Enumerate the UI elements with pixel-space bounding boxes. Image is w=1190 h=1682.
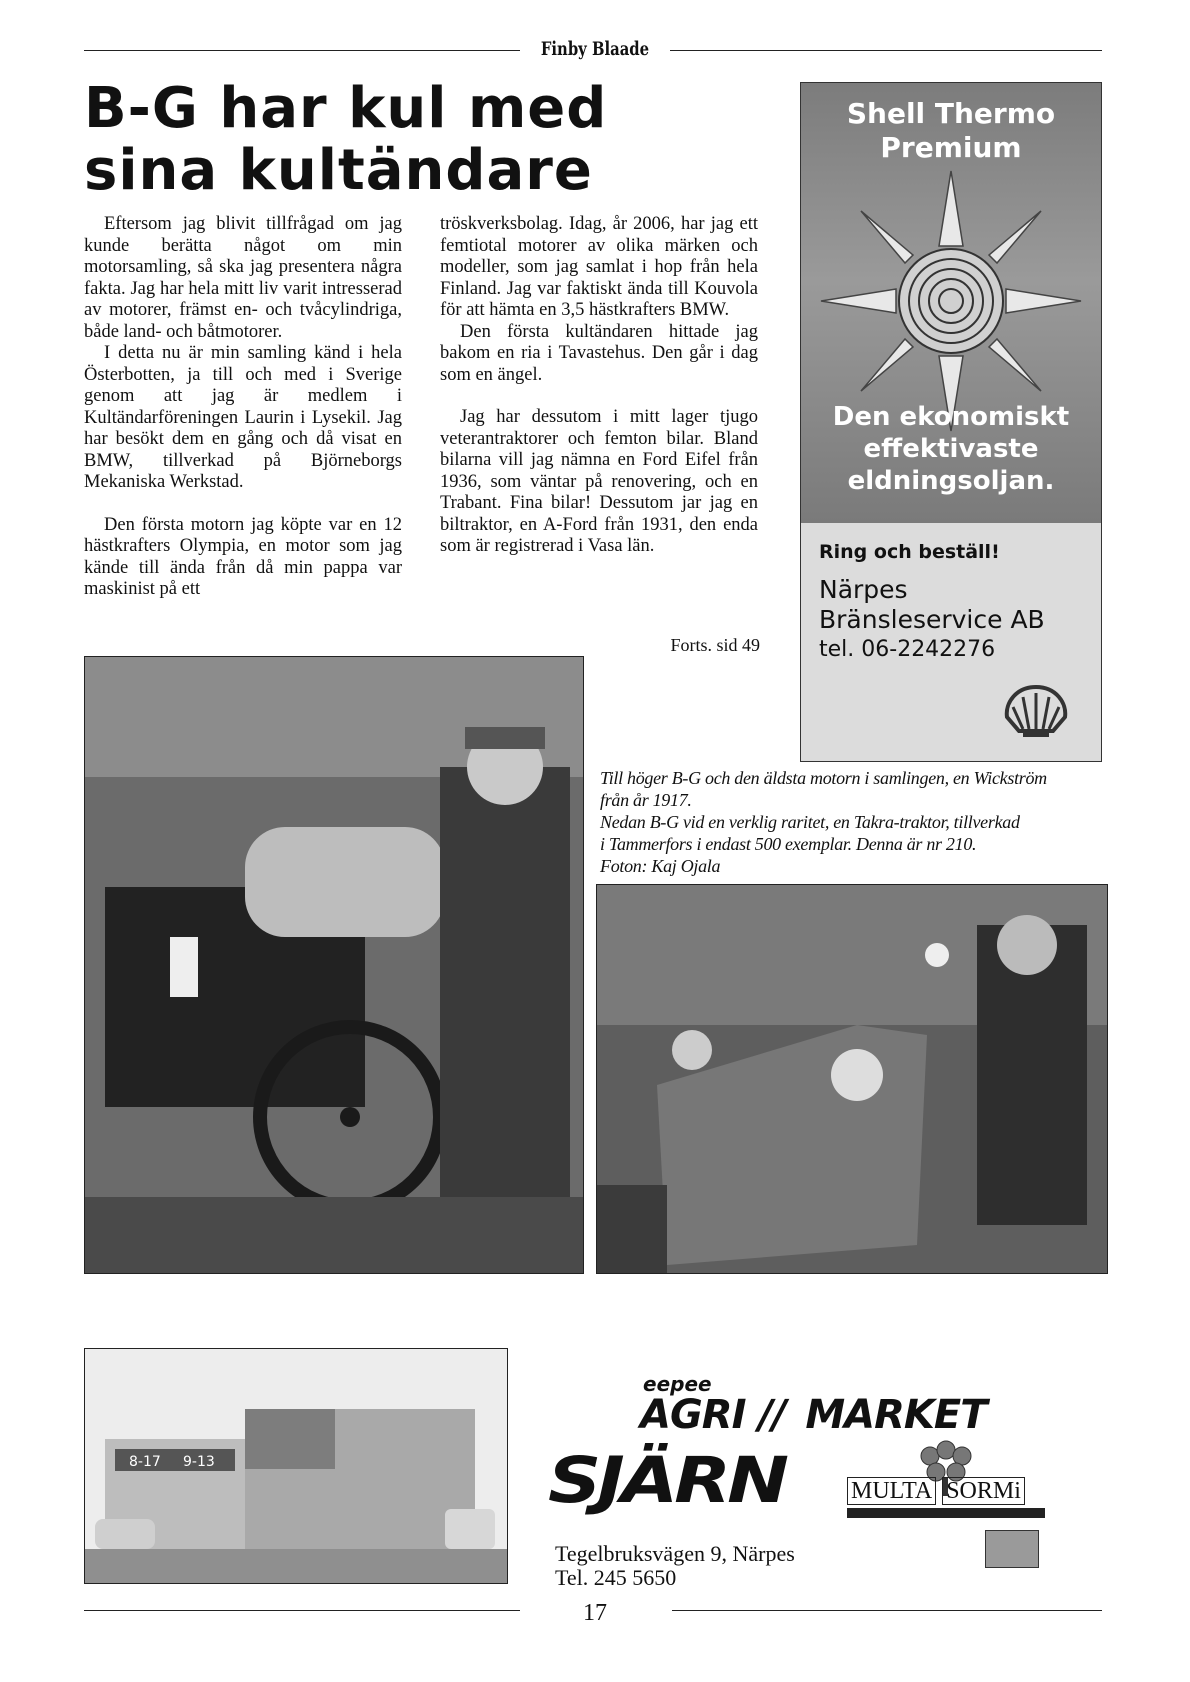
ad-top-panel [801,83,1101,523]
footer-rule-left [84,1610,520,1611]
article-paragraph: I detta nu är min samling känd i hela Österbotten, ja till och med i Sverige genom att jag är medlem i Kultändarföreningen Laurin i Lysekil. Jag har besökt dem en gång och då visat en BMW, tillverkad på Björneborgs Mekaniska Werkstad. [84,343,402,492]
article-paragraph: Jag har dessutom i mitt lager tjugo veterantraktorer och femton bilar. Bland bilarna vill jag nämna en Ford Eifel från 1936, som väntar på renovering, och en Trabant. Fina bilar! Dessutom jar jag en biltraktor, en A-Ford från 1931, den enda som är registrerad i Vasa län. [440,407,758,556]
ad-slogan-line-2: effektivaste [863,434,1039,464]
ad-phone: tel. 06-2242276 [819,637,996,662]
header-rule-right [670,50,1102,51]
eepee-logo: eepee [643,1372,712,1396]
jarn-logo-word: JÄRN [597,1444,786,1518]
store-building-image [85,1349,507,1583]
ad-title-line-2: Premium [880,131,1022,164]
caption-line-4: i Tammerfors i endast 500 exemplar. Denna är nr 210. [600,834,977,854]
page-number: 17 [583,1600,607,1626]
caption-line-1: Till höger B-G och den äldsta motorn i samlingen, en Wickström [600,768,1047,788]
multa-sormi-logo [847,1478,1025,1505]
agri-logo-word: AGRI [640,1392,746,1438]
agri-market-logo [640,1392,987,1438]
store-sign-hours-1: 8-17 [129,1454,161,1470]
article-column-2 [440,214,758,558]
article-paragraph: tröskverksbolag. Idag, år 2006, har jag ett femtiotal motorer av olika märken och modeller, som jag samlat i hop från hela Finland. Jag var faktiskt ända till Kouvola för att hämta en 3,5 hästkrafters BMW. [440,214,758,320]
ad-title-line-1: Shell Thermo [846,97,1056,130]
headline-line-2: sina kultändare [84,138,593,203]
shell-logo-icon [1001,683,1071,743]
photo-engine-image [85,657,583,1273]
article-paragraph: Eftersom jag blivit tillfrågad om jag kunde berätta något om min motorsamling, så ska jag presentera några fakta. Jag har hela mitt liv varit intresserad av motorer, främst en- och tvåcylindriga, både land- och båtmotorer. [84,214,402,342]
article-column-1 [84,214,402,601]
ad-company-line-2: Bränsleservice AB [819,605,1045,634]
multa-tagline-bar [847,1508,1045,1518]
jarn-logo-s-icon: S [548,1444,598,1518]
ad-bottom-panel [801,523,1101,761]
ad-call-to-action: Ring och beställ! [819,541,1000,563]
article-paragraph: Den första motorn jag köpte var en 12 hästkrafters Olympia, en motor som jag kände till ända från då min pappa var maskinist på ett [84,514,402,599]
publication-name: Finby Blaade [540,38,650,60]
ad-slogan-line-3: eldningsoljan. [847,466,1055,496]
footer-rule-right [672,1610,1102,1611]
ad-company-line-1: Närpes [819,575,908,604]
agri-logo-slash-icon: ∕∕ [758,1392,786,1438]
photo-tractor-image [597,885,1107,1273]
photo-caption [600,767,1110,877]
continued-note: Forts. sid 49 [670,635,760,655]
headline-line-1: B-G har kul med [84,76,608,141]
caption-line-5: Foton: Kaj Ojala [600,856,721,876]
ad-slogan-line-1: Den ekonomiskt [832,402,1070,432]
article-paragraph: Den första kultändaren hittade jag bakom en ria i Tavastehus. Den går i dag som en ängel. [440,321,758,385]
store-street: Tegelbruksvägen 9, Närpes [555,1541,795,1566]
store-card-icon [985,1530,1039,1568]
header-rule-left [84,50,520,51]
sormi-logo-word: SORMi [942,1477,1025,1505]
jarn-logo [548,1444,785,1517]
store-sign-hours-2: 9-13 [183,1454,215,1470]
photo-tractor [596,884,1108,1274]
caption-line-3: Nedan B-G vid en verklig raritet, en Takra-traktor, tillverkad [600,812,1020,832]
multa-logo-word: MULTA [847,1477,936,1505]
ad-company [819,575,1045,635]
store-address [555,1542,795,1590]
article-headline [84,78,704,202]
store-photo [84,1348,508,1584]
photo-engine [84,656,584,1274]
market-logo-word: MARKET [805,1392,987,1438]
shell-advertisement [800,82,1102,762]
caption-line-2: från år 1917. [600,790,692,810]
ad-slogan [801,401,1101,497]
store-phone: Tel. 245 5650 [555,1565,677,1590]
